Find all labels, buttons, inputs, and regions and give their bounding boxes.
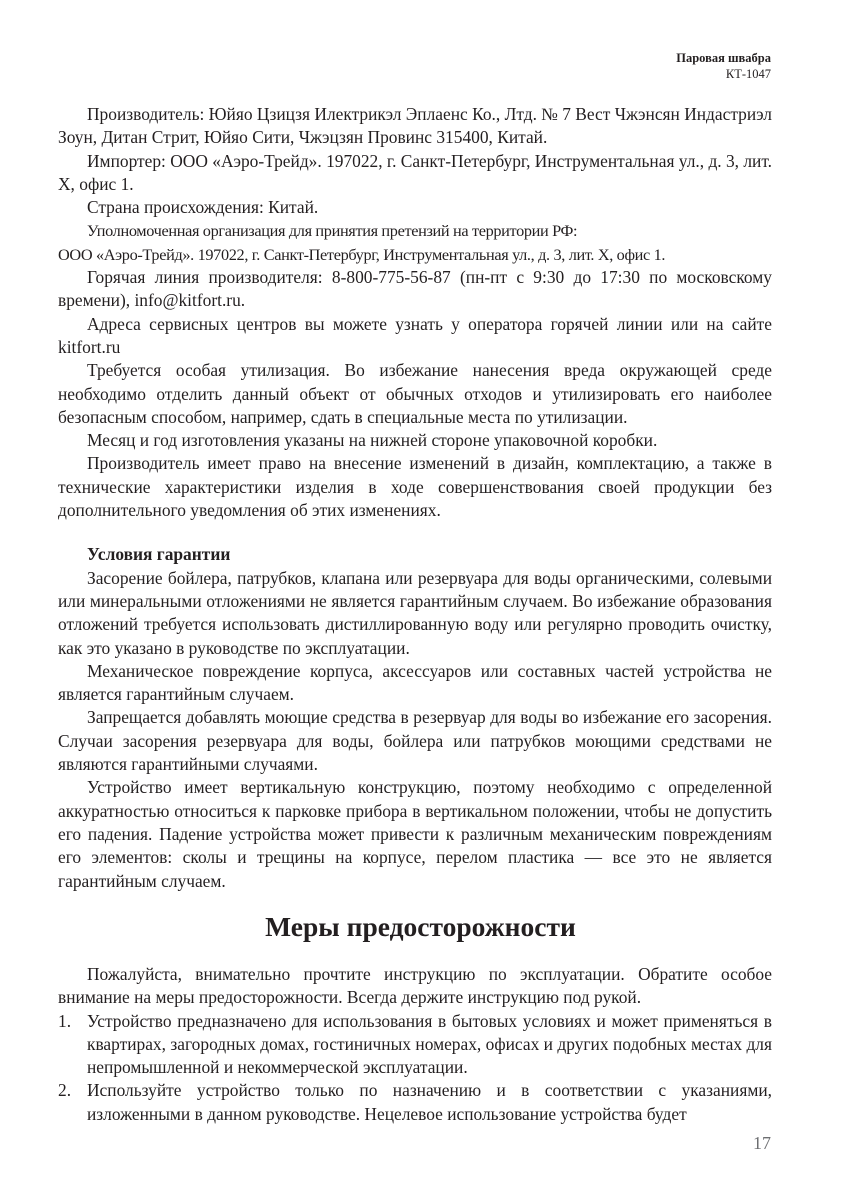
list-item xyxy=(58,1010,772,1080)
origin-country-paragraph: Страна происхождения: Китай. xyxy=(87,197,319,218)
list-item xyxy=(58,1079,772,1126)
precautions-section xyxy=(58,963,772,1126)
list-item-text: Устройство предназначено для использования в бытовых условиях и может применяться в квартирах, загородных домах, гостиничных номерах, офисах и других подобных местах для непромышленной и некоммерческой эксплуатации. xyxy=(87,1010,772,1078)
precautions-intro: Пожалуйста, внимательно прочтите инструкцию по эксплуатации. Обратите особое внимание на меры предосторожности. Всегда держите инструкцию под рукой. xyxy=(58,964,772,1008)
list-item-number: 1. xyxy=(58,1010,72,1031)
precautions-title: Меры предосторожности xyxy=(265,911,576,942)
warranty-paragraph: Запрещается добавлять моющие средства в резервуар для воды во избежание его засорения. Случаи засорения резервуара для воды, бойлера или патрубков моющими средствами не являются гарантийными случаями. xyxy=(58,707,772,775)
manufacture-date-paragraph: Месяц и год изготовления указаны на нижней стороне упаковочной коробки. xyxy=(87,430,658,451)
manufacturer-paragraph: Производитель: Юйяо Цзицзя Илектрикэл Эплаенс Ко., Лтд. № 7 Вест Чжэнсян Индастриэл Зоун, Дитан Стрит, Юйяо Сити, Чжэцзян Провинс 315400, Китай. xyxy=(58,104,772,148)
importer-paragraph: Импортер: ООО «Аэро-Трейд». 197022, г. Санкт-Петербург, Инструментальная ул., д. 3, лит. Х, офис 1. xyxy=(58,150,773,194)
service-centers-paragraph: Адреса сервисных центров вы можете узнать у оператора горячей линии или на сайте kitfort.ru xyxy=(58,313,772,357)
info-section xyxy=(58,103,772,893)
warranty-paragraph: Устройство имеет вертикальную конструкцию, поэтому необходимо с определенной аккуратностью относиться к парковке прибора в вертикальном положении, чтобы не допустить его падения. Падение устройства может привести к различным механическим повреждениям его элементов: сколы и трещины на корпусе, перелом пластика — все это не является гарантийным случаем. xyxy=(58,777,772,891)
authorized-org-label: Уполномоченная организация для принятия претензий на территории РФ: xyxy=(87,221,578,241)
list-item-number: 2. xyxy=(58,1080,72,1101)
page-number: 17 xyxy=(753,1133,771,1153)
disposal-paragraph: Требуется особая утилизация. Во избежание нанесения вреда окружающей среде необходимо отделить данный объект от обычных отходов и утилизировать его наиболее безопасным способом, например, сдать в специальные места по утилизации. xyxy=(58,360,772,427)
warranty-heading: Условия гарантии xyxy=(87,544,231,565)
hotline-paragraph: Горячая линия производителя: 8-800-775-56-87 (пн-пт с 9:30 до 17:30 по московскому времени), info@kitfort.ru. xyxy=(58,267,772,311)
header-model-number: КТ-1047 xyxy=(725,67,771,81)
precautions-list xyxy=(58,1010,772,1126)
warranty-paragraph: Засорение бойлера, патрубков, клапана или резервуара для воды органическими, солевыми или минеральными отложениями не является гарантийным случаем. Во избежание образования отложений требуется использовать дистиллированную воду или регулярно проводить очистку, как это указано в руководстве по эксплуатации. xyxy=(58,567,772,658)
header-product-title: Паровая швабра xyxy=(676,51,771,65)
running-header xyxy=(676,50,771,82)
warranty-paragraph: Механическое повреждение корпуса, аксессуаров или составных частей устройства не является гарантийным случаем. xyxy=(58,660,772,705)
authorized-org-address: ООО «Аэро-Трейд». 197022, г. Санкт-Петербург, Инструментальная ул., д. 3, лит. Х, офис 1. xyxy=(58,244,666,264)
list-item-text: Используйте устройство только по назначению и в соответствии с указаниями, изложенными в данном руководстве. Нецелевое использование устройства будет xyxy=(87,1080,772,1124)
changes-notice-paragraph: Производитель имеет право на внесение изменений в дизайн, комплектацию, а также в технические характеристики изделия в ходе совершенствования своей продукции без дополнительного уведомления об этих изменениях. xyxy=(58,453,772,521)
